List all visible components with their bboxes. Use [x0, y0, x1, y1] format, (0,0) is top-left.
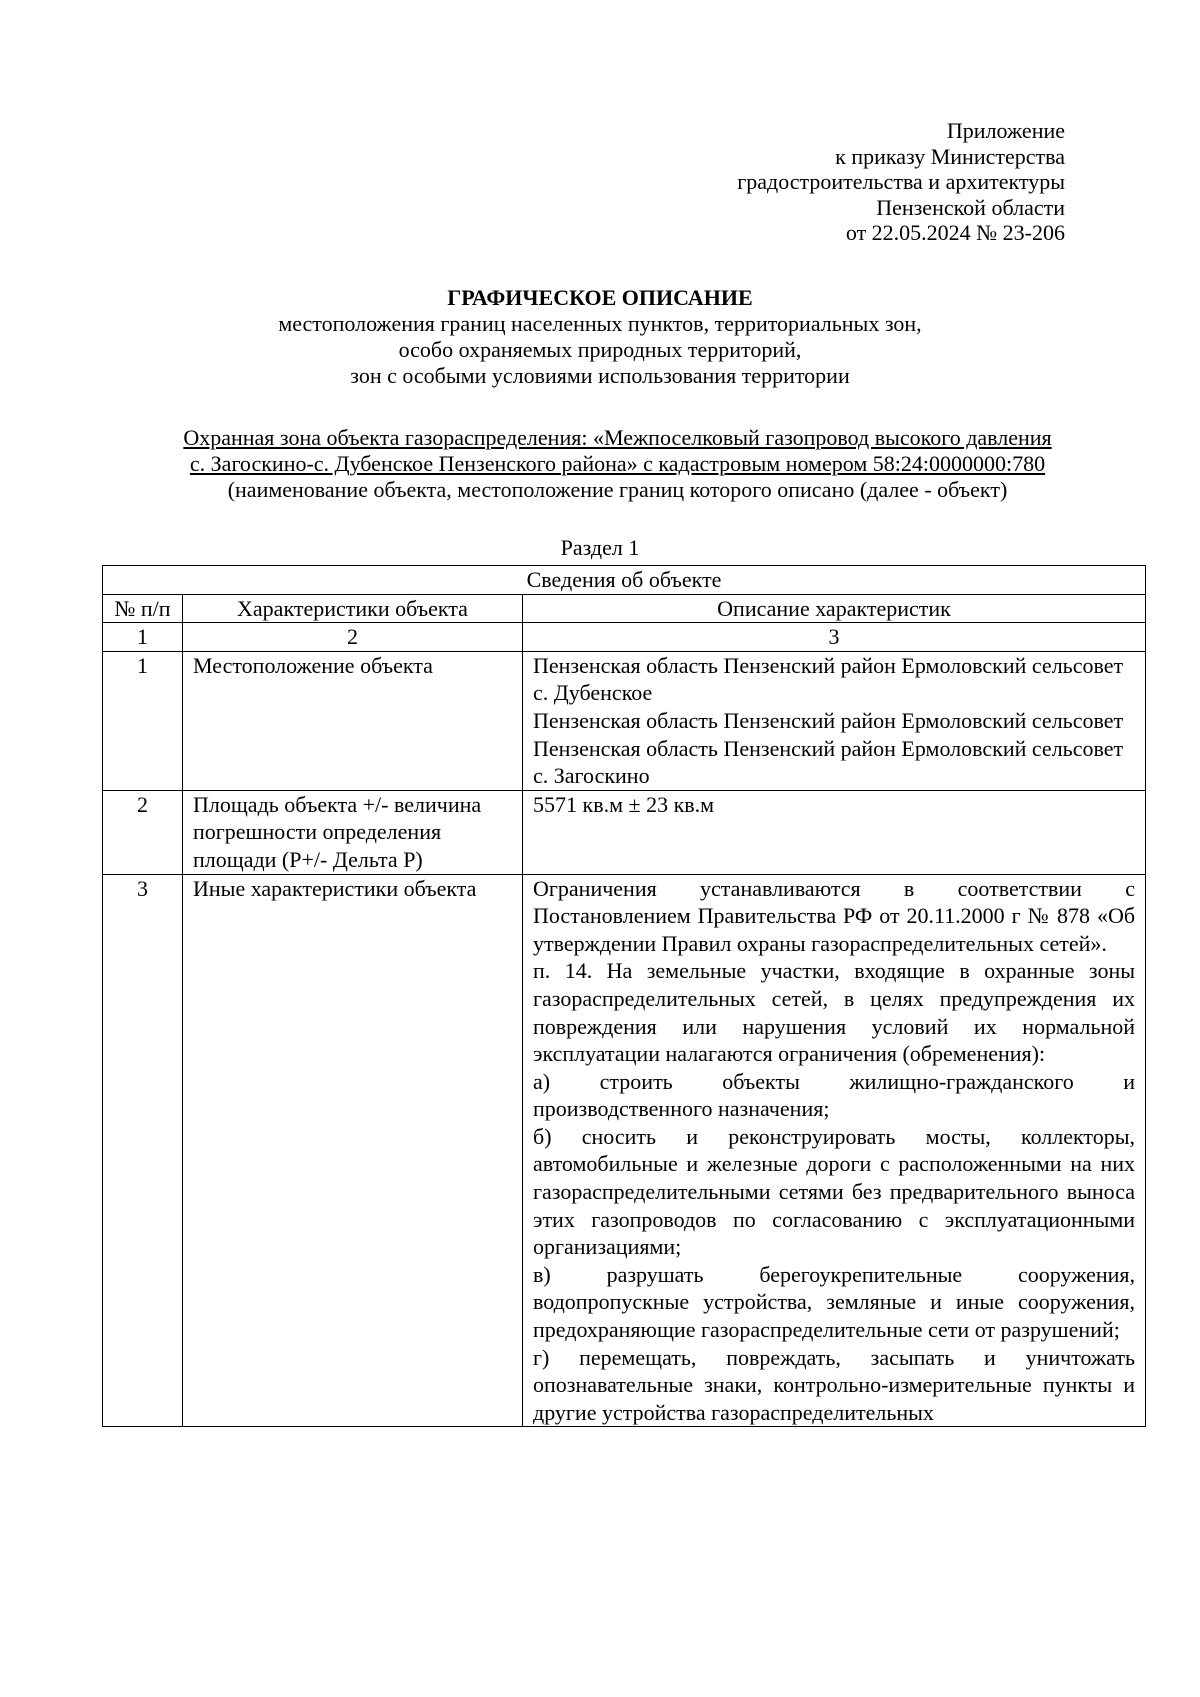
appendix-line: градостроительства и архитектуры — [737, 169, 1065, 194]
row-description — [523, 651, 1146, 790]
header-cell-description: Описание характеристик — [523, 594, 1146, 623]
numbering-cell: 1 — [103, 623, 183, 652]
appendix-header — [737, 118, 1065, 246]
numbering-cell: 2 — [183, 623, 523, 652]
appendix-line: к приказу Министерства — [835, 143, 1065, 169]
appendix-line: Пензенской области — [876, 194, 1065, 220]
row-characteristic: Местоположение объекта — [183, 651, 523, 790]
table-caption-row — [103, 566, 1146, 595]
document-subtitle-line: местоположения границ населенных пунктов, территориальных зон, — [278, 311, 922, 336]
document-subtitle-line: особо охраняемых природных территорий, — [398, 337, 802, 362]
object-name-line: с. Загоскино-с. Дубенское Пензенского района» с кадастровым номером 58:24:0000000:780 — [189, 451, 1046, 476]
object-name-caption: (наименование объекта, местоположение границ которого описано (далее - объект) — [227, 477, 1008, 502]
row-characteristic: Площадь объекта +/- величина погрешности определения площади (Р+/- Дельта Р) — [183, 790, 523, 874]
row-characteristic: Иные характеристики объекта — [183, 874, 523, 1427]
table-header-row — [103, 594, 1146, 623]
document-title: ГРАФИЧЕСКОЕ ОПИСАНИЕ — [447, 285, 753, 310]
row-description — [523, 874, 1146, 1427]
object-info-table — [102, 565, 1146, 1427]
description-paragraph: Пензенская область Пензенский район Ермоловский сельсовет с. Дубенское — [533, 652, 1124, 706]
document-subtitle-line: зон с особыми условиями использования территории — [350, 363, 850, 388]
object-name-line: Охранная зона объекта газораспределения: «Межпоселковый газопровод высокого давления — [183, 425, 1052, 450]
row-number: 2 — [103, 790, 183, 874]
header-cell-characteristic: Характеристики объекта — [183, 594, 523, 623]
table-row — [103, 790, 1146, 874]
table-row — [103, 874, 1146, 1427]
row-number: 1 — [103, 651, 183, 790]
description-paragraph: Пензенская область Пензенский район Ермоловский сельсовет — [533, 707, 1124, 733]
table-row — [103, 651, 1146, 790]
section-label: Раздел 1 — [560, 535, 640, 560]
row-description — [523, 790, 1146, 874]
appendix-line: от 22.05.2024 № 23-206 — [845, 220, 1065, 245]
numbering-cell: 3 — [523, 623, 1146, 652]
table-numbering-row — [103, 623, 1146, 652]
description-paragraph: Пензенская область Пензенский район Ермоловский сельсовет с. Загоскино — [533, 735, 1124, 789]
description-paragraph: г) перемещать, повреждать, засыпать и уничтожать опознавательные знаки, контрольно-измерительные пункты и другие устройства газораспределительных — [533, 1344, 1136, 1425]
description-paragraph: Ограничения устанавливаются в соответствии с Постановлением Правительства РФ от 20.11.2000 г № 878 «Об утверждении Правил охраны газораспределительных сетей». — [533, 875, 1136, 956]
document-title-block — [0, 285, 1200, 389]
object-name-block — [100, 425, 1135, 503]
appendix-line: Приложение — [946, 118, 1065, 143]
table-caption: Сведения об объекте — [103, 566, 1146, 595]
header-cell-number: № п/п — [103, 594, 183, 623]
description-paragraph: в) разрушать берегоукрепительные сооружения, водопропускные устройства, земляные и иные сооружения, предохраняющие газораспределительные сети от разрушений; — [533, 1261, 1136, 1343]
description-paragraph: а) строить объекты жилищно-гражданского и производственного назначения; — [533, 1068, 1136, 1122]
row-number: 3 — [103, 874, 183, 1427]
description-paragraph: 5571 кв.м ± 23 кв.м — [533, 791, 715, 817]
description-paragraph: б) сносить и реконструировать мосты, коллекторы, автомобильные и железные дороги с расположенными на них газораспределительными сетями без предварительного выноса этих газопроводов по согласованию с эксплуатационными организациями; — [533, 1123, 1136, 1260]
description-paragraph: п. 14. На земельные участки, входящие в охранные зоны газораспределительных сетей, в целях предупреждения их повреждения или нарушения условий их нормальной эксплуатации налагаются ограничения (обременения): — [533, 958, 1136, 1067]
